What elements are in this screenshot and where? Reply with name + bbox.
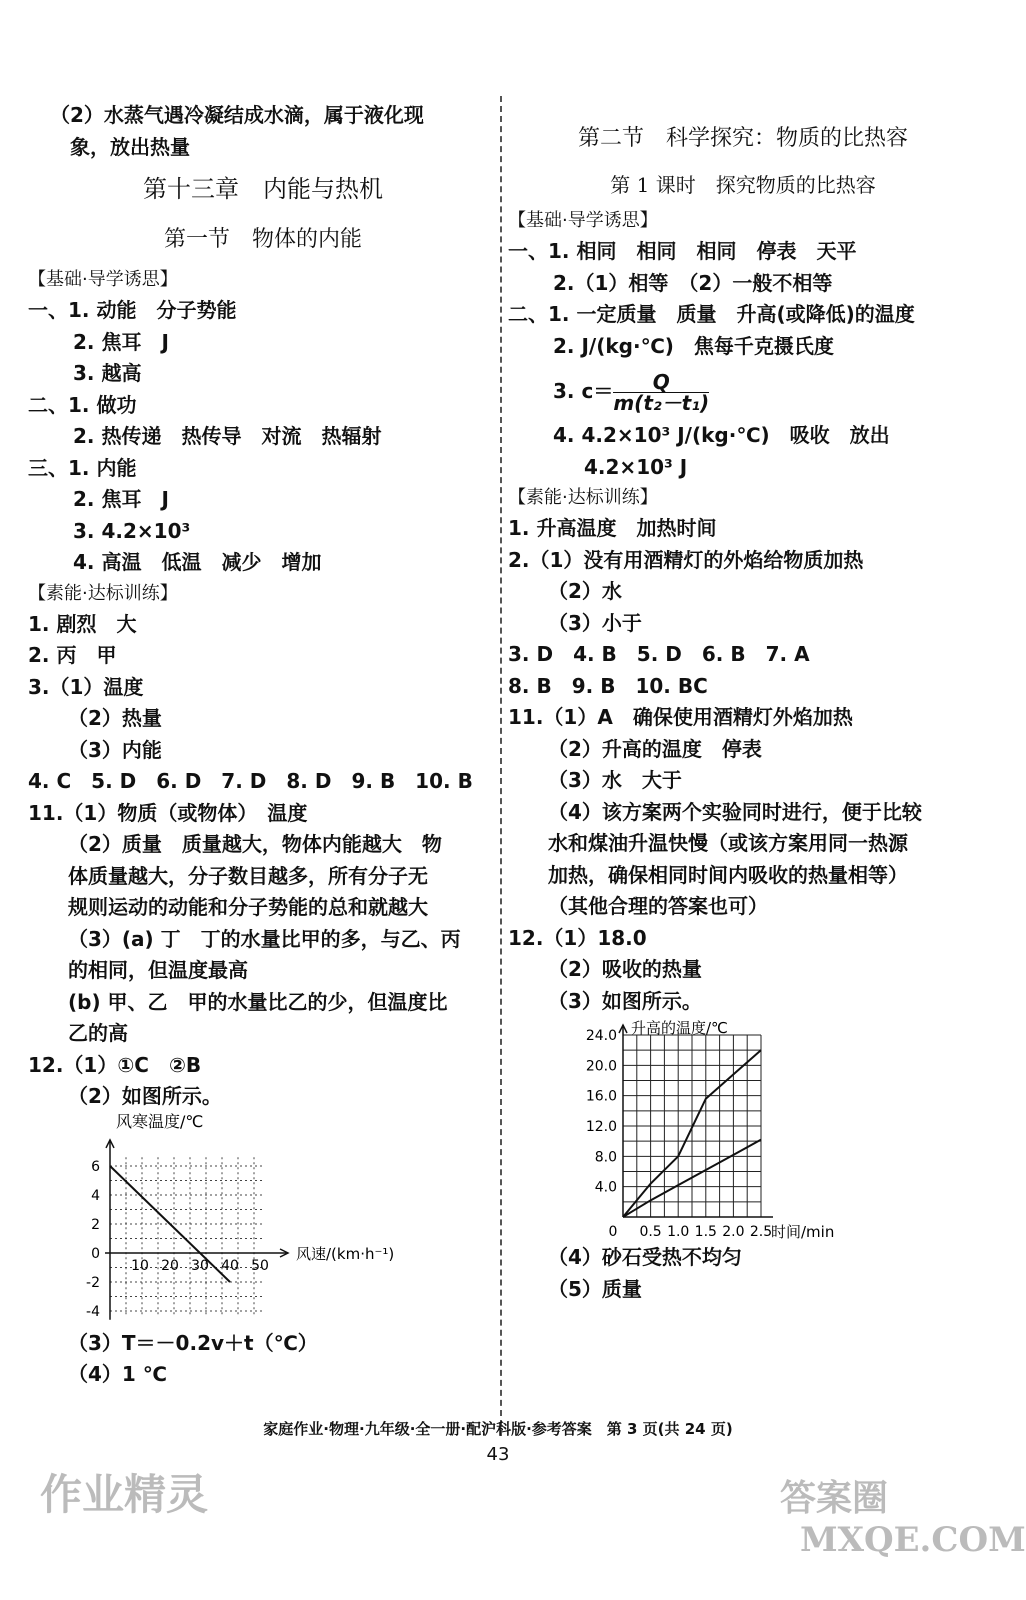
answer-line: （2）水 (548, 579, 622, 603)
x-axis-label: 风速/(km·h⁻¹) (296, 1244, 395, 1263)
answer-line: （4）该方案两个实验同时进行，便于比较 (548, 799, 922, 824)
answer-line: （3）如图所示。 (548, 988, 702, 1013)
answer-line: 体质量越大，分子数目越多，所有分子无 (68, 863, 428, 888)
y-tick-label: -2 (86, 1274, 100, 1291)
answer-line: 12.（1）①C ②B (28, 1052, 202, 1077)
answer-line: 2.（1）相等 （2）一般不相等 (553, 270, 833, 295)
answer-line: （5）质量 (548, 1276, 642, 1301)
answer-line: 11.（1）A 确保使用酒精灯外焰加热 (508, 705, 853, 729)
answer-line: 4. 4.2×10³ J/(kg·℃) 吸收 放出 (553, 423, 890, 447)
x-tick-label: 10 (131, 1257, 149, 1274)
answer-line: (b) 甲、乙 甲的水量比乙的少，但温度比 (68, 989, 448, 1014)
x-tick-label: 1.5 (694, 1224, 717, 1240)
answer-line: 11.（1）物质（或物体） 温度 (28, 800, 308, 825)
section-box-label: 【素能·达标训练】 (28, 582, 178, 604)
answer-line: 4. 高温 低温 减少 增加 (73, 550, 322, 574)
x-tick-label: 40 (221, 1257, 239, 1274)
answer-line: 一、1. 相同 相同 相同 停表 天平 (508, 239, 857, 263)
section-title: 第一节 物体的内能 (163, 227, 362, 252)
y-tick-label: 0 (91, 1245, 100, 1262)
y-axis-label: 升高的温度/℃ (631, 1019, 728, 1037)
answer-line: 2. 丙 甲 (28, 643, 117, 667)
y-tick-label: 6 (91, 1158, 100, 1175)
answer-line: 2. J/(kg·℃) 焦每千克摄氏度 (553, 333, 834, 358)
answer-line: 2. 焦耳 J (73, 487, 169, 511)
section-box-label: 【基础·导学诱思】 (508, 210, 658, 231)
formula-denominator: m(t₂－t₁) (613, 391, 710, 415)
wind-chill-chart (28, 1113, 428, 1328)
y-tick-label: 4 (91, 1187, 100, 1204)
x-tick-label: 1.0 (667, 1224, 690, 1240)
answer-line: （4）砂石受热不均匀 (548, 1245, 742, 1269)
x-tick-label: 30 (191, 1257, 209, 1274)
answer-line: （3）(a) 丁 丁的水量比甲的多，与乙、丙 (68, 926, 461, 951)
answer-line: 4.2×10³ J (584, 454, 688, 479)
answer-line: 2.（1）没有用酒精灯的外焰给物质加热 (508, 547, 864, 572)
answer-line: 象，放出热量 (70, 134, 190, 159)
y-tick-label: 8.0 (594, 1149, 617, 1166)
y-axis-label: 风寒温度/℃ (116, 1111, 204, 1131)
x-tick-label: 20 (161, 1257, 179, 1274)
x-tick-label: 0.5 (639, 1224, 662, 1240)
page-footer: 家庭作业·物理·九年级·全一册·配沪科版·参考答案 第 3 页(共 24 页) (263, 1420, 733, 1438)
page-number: 43 (486, 1444, 510, 1465)
y-tick-label: 2 (91, 1216, 100, 1233)
answer-line: （4）1 ℃ (68, 1362, 168, 1386)
chapter-title: 第十三章 内能与热机 (143, 175, 383, 203)
formula-prefix: 3. c＝ (553, 379, 614, 403)
answer-line: （2）升高的温度 停表 (548, 736, 762, 761)
answer-line: 3. D 4. B 5. D 6. B 7. A (508, 642, 810, 666)
x-tick-label: 2.5 (749, 1224, 773, 1240)
y-tick-label: 4.0 (594, 1179, 617, 1196)
y-tick-label: -4 (86, 1303, 100, 1320)
right-column (508, 100, 978, 1305)
column-divider (500, 96, 502, 1436)
x-tick-label: 50 (251, 1257, 269, 1274)
answer-line: （2）吸收的热量 (548, 957, 702, 981)
answer-line: 一、1. 动能 分子势能 (28, 298, 237, 322)
answer-line: 二、1. 做功 (28, 392, 137, 417)
answer-line: 规则运动的动能和分子势能的总和就越大 (68, 895, 428, 919)
answer-line: （2）如图所示。 (68, 1084, 222, 1108)
answer-line: 4. C 5. D 6. D 7. D 8. D 9. B 10. B (28, 769, 473, 793)
answer-line: （2）水蒸气遇冷凝结成水滴，属于液化现 (50, 103, 424, 127)
answer-line: 1. 剧烈 大 (28, 611, 137, 636)
left-column (28, 100, 498, 1391)
answer-line: 二、1. 一定质量 质量 升高(或降低)的温度 (508, 302, 915, 326)
answer-line: 3. 越高 (73, 361, 142, 385)
x-axis-label: 时间/min (771, 1223, 835, 1241)
answer-line: 加热，确保相同时间内吸收的热量相等） (548, 862, 908, 887)
answer-line: 1. 升高温度 加热时间 (508, 516, 717, 540)
watermark-logo: 答案圈 (780, 1477, 889, 1519)
answer-line: 水和煤油升温快慢（或该方案用同一热源 (548, 831, 908, 855)
answer-line: 3. 4.2×10³ (73, 518, 191, 543)
y-tick-label: 20.0 (585, 1058, 617, 1075)
x-tick-label: 0 (608, 1224, 618, 1240)
answer-line: （3）T＝－0.2v＋t（℃） (68, 1330, 318, 1355)
y-tick-label: 16.0 (585, 1088, 617, 1105)
formula-fraction (613, 372, 709, 413)
answer-line: （3）小于 (548, 610, 642, 635)
answer-line: 8. B 9. B 10. BC (508, 673, 708, 698)
formula-numerator: Q (613, 372, 709, 393)
answer-line: （3）水 大于 (548, 768, 682, 792)
answer-line: （其他合理的答案也可） (548, 894, 768, 918)
answer-line: （3）内能 (68, 737, 162, 762)
answer-line: 12.（1）18.0 (508, 925, 647, 950)
answer-line: 的相同，但温度最高 (68, 958, 248, 982)
answer-line: （2）质量 质量越大，物体内能越大 物 (68, 832, 442, 856)
answer-line: 乙的高 (68, 1021, 128, 1045)
lesson-title: 第 1 课时 探究物质的比热容 (610, 173, 876, 197)
answer-line: 3.（1）温度 (28, 674, 144, 699)
temperature-time-chart (508, 1017, 928, 1242)
section-box-label: 【基础·导学诱思】 (28, 269, 178, 290)
section-title: 第二节 科学探究：物质的比热容 (577, 126, 908, 151)
y-tick-label: 24.0 (585, 1028, 617, 1044)
answer-line: 2. 热传递 热传导 对流 热辐射 (73, 424, 382, 448)
answer-line: 三、1. 内能 (28, 455, 137, 480)
answer-line: （2）热量 (68, 706, 162, 730)
section-box-label: 【素能·达标训练】 (508, 487, 658, 508)
x-tick-label: 2.0 (722, 1224, 745, 1240)
y-tick-label: 12.0 (585, 1119, 617, 1135)
watermark-logo: MXQE.COM (800, 1520, 1026, 1560)
formula-line (508, 362, 978, 420)
watermark-logo: 作业精灵 (40, 1470, 209, 1519)
answer-line: 2. 焦耳 J (73, 329, 169, 354)
